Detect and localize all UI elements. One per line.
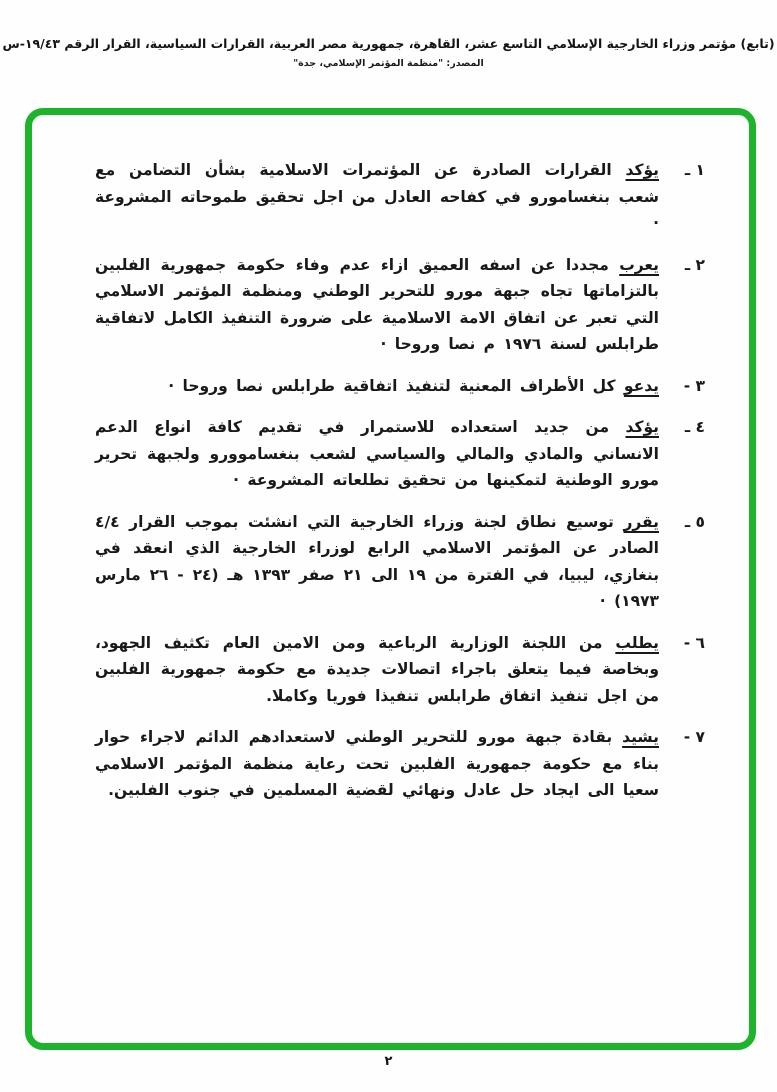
item-number: ٣ - [683,376,705,395]
item-body-text: مجددا عن اسفه العميق ازاء عدم وفاء حكومة جمهورية الفلبين بالتزاماتها تجاه جبهة مورو للتحرير الوطني ومنظمة المؤتمر الاسلامي التي تعبر عن اتفاق الامة الاسلامية على ضرورة التنفيذ الكامل لاتفاقية طرابلس لسنة ١٩٧٦ م نصا وروحا · [95,255,659,353]
page-number: ٢ [384,1054,393,1069]
item-lead-verb: يطلب [615,633,659,652]
item-body-text: بقادة جبهة مورو للتحرير الوطني لاستعدادهم الدائم لاجراء حوار بناء مع حكومة جمهورية الفلبين تحت رعاية منظمة المؤتمر الاسلامي سعيا الى ايجاد حل عادل ونهائي لقضية المسلمين في جنوب الفلبين. [95,728,659,799]
header-source-line: المصدر: "منظمة المؤتمر الإسلامي، جدة" [293,58,484,69]
resolution-item [95,414,705,494]
resolution-item [95,157,705,237]
resolution-item [95,509,705,615]
item-number: ١ ـ [684,161,705,179]
item-lead-verb: يشيد [622,728,659,746]
item-text [95,157,659,237]
resolution-list [95,157,705,819]
item-number: ٤ ـ [684,418,705,436]
item-body-text: من جديد استعداده للاستمرار في تقديم كافة انواع الدعم الانساني والمادي والمالي والسياسي لشعب بنغساموورو ولجبهة تحرير مورو الوطنية لتمكينها من تحقيق تطلعاته المشروعة · [95,418,659,489]
item-number: ٥ ـ [684,512,705,531]
item-lead-verb: يؤكد [625,161,659,179]
header-title: (تابع) مؤتمر وزراء الخارجية الإسلامي التاسع عشر، القاهرة، جمهورية مصر العربية، القرارات السياسية، القرار الرقم ١٩/٤٣-س [2,36,775,51]
item-number: ٧ - [683,728,705,746]
item-lead-verb: يعرب [619,255,659,274]
document-header [0,36,777,69]
item-number: ٢ ـ [684,255,705,274]
item-body-text: القرارات الصادرة عن المؤتمرات الاسلامية بشأن التضامن مع شعب بنغسامورو في كفاحه العادل من اجل تحقيق طموحاته المشروعة · [95,161,659,232]
item-lead-verb: يقرر [623,512,659,531]
resolution-item [95,373,705,400]
item-lead-verb: يؤكد [625,418,659,436]
item-text [95,630,659,710]
item-body-text: كل الأطراف المعنية لتنفيذ اتفاقية طرابلس نصا وروحا · [168,376,624,395]
item-body-text: توسيع نطاق لجنة وزراء الخارجية التي انشئت بموجب القرار ٤/٤ الصادر عن المؤتمر الاسلامي الرابع لوزراء الخارجية الذي انعقد في بنغازي، ليبيا، في الفترة من ١٩ الى ٢١ صفر ١٣٩٣ هـ (٢٤ - ٢٦ مارس ١٩٧٣) · [95,512,660,610]
item-text [95,509,659,615]
resolution-item [95,630,705,710]
item-number: ٦ - [683,633,705,652]
item-body-text: من اللجنة الوزارية الرباعية ومن الامين العام تكثيف الجهود، وبخاصة فيما يتعلق باجراء اتصالات جديدة مع حكومة جمهورية الفلبين من اجل تنفيذ اتفاق طرابلس تنفيذا فوريا وكاملا. [95,633,659,705]
item-text [95,373,659,400]
item-text [95,724,659,804]
item-text [95,414,659,494]
item-text [95,252,659,358]
resolution-item [95,252,705,358]
resolution-item [95,724,705,804]
item-lead-verb: يدعو [623,376,659,395]
